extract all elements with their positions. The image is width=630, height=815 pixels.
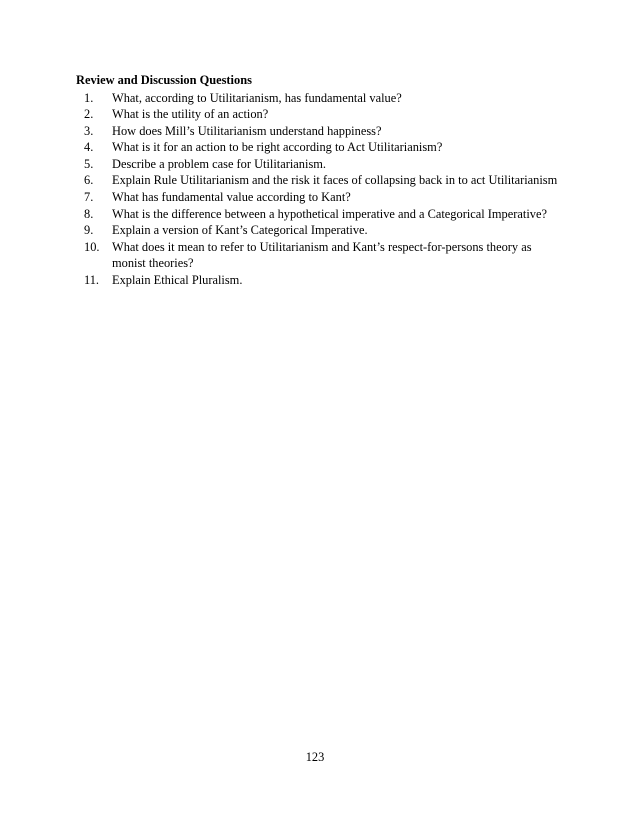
question-number: 2. xyxy=(84,107,94,122)
question-list xyxy=(84,90,558,289)
question-number: 4. xyxy=(84,140,94,155)
question-item xyxy=(84,239,552,272)
question-item xyxy=(84,156,552,173)
question-text: Explain Ethical Pluralism. xyxy=(112,273,243,288)
question-item xyxy=(84,222,552,239)
question-item xyxy=(84,172,558,189)
page-number: 123 xyxy=(305,750,325,764)
question-item xyxy=(84,123,552,140)
question-item xyxy=(84,272,552,289)
question-item xyxy=(84,206,552,223)
question-text: What is the difference between a hypothetical imperative and a Categorical Imperative? xyxy=(112,206,547,221)
question-text: What, according to Utilitarianism, has fundamental value? xyxy=(112,90,402,105)
question-text: Explain Rule Utilitarianism and the risk it faces of collapsing back in to act Utilitarianism xyxy=(112,173,558,188)
question-number: 3. xyxy=(84,123,94,138)
question-number: 10. xyxy=(84,239,100,254)
question-item xyxy=(84,106,552,123)
question-text: What does it mean to refer to Utilitarianism and Kant’s respect-for-persons theory as monist theories? xyxy=(112,239,532,271)
section-heading: Review and Discussion Questions xyxy=(76,73,252,87)
question-number: 11. xyxy=(84,273,100,288)
question-number: 5. xyxy=(84,156,94,171)
question-number: 9. xyxy=(84,223,94,238)
question-text: What has fundamental value according to Kant? xyxy=(112,190,351,205)
question-text: Describe a problem case for Utilitarianism. xyxy=(112,156,327,171)
question-item xyxy=(84,139,552,156)
question-text: What is the utility of an action? xyxy=(112,107,269,122)
question-number: 1. xyxy=(84,90,94,105)
question-number: 7. xyxy=(84,190,94,205)
question-item xyxy=(84,90,552,107)
question-number: 8. xyxy=(84,206,94,221)
question-text: Explain a version of Kant’s Categorical Imperative. xyxy=(112,223,368,238)
question-item xyxy=(84,189,552,206)
question-text: How does Mill’s Utilitarianism understand happiness? xyxy=(112,123,382,138)
question-number: 6. xyxy=(84,173,94,188)
question-text: What is it for an action to be right according to Act Utilitarianism? xyxy=(112,140,443,155)
